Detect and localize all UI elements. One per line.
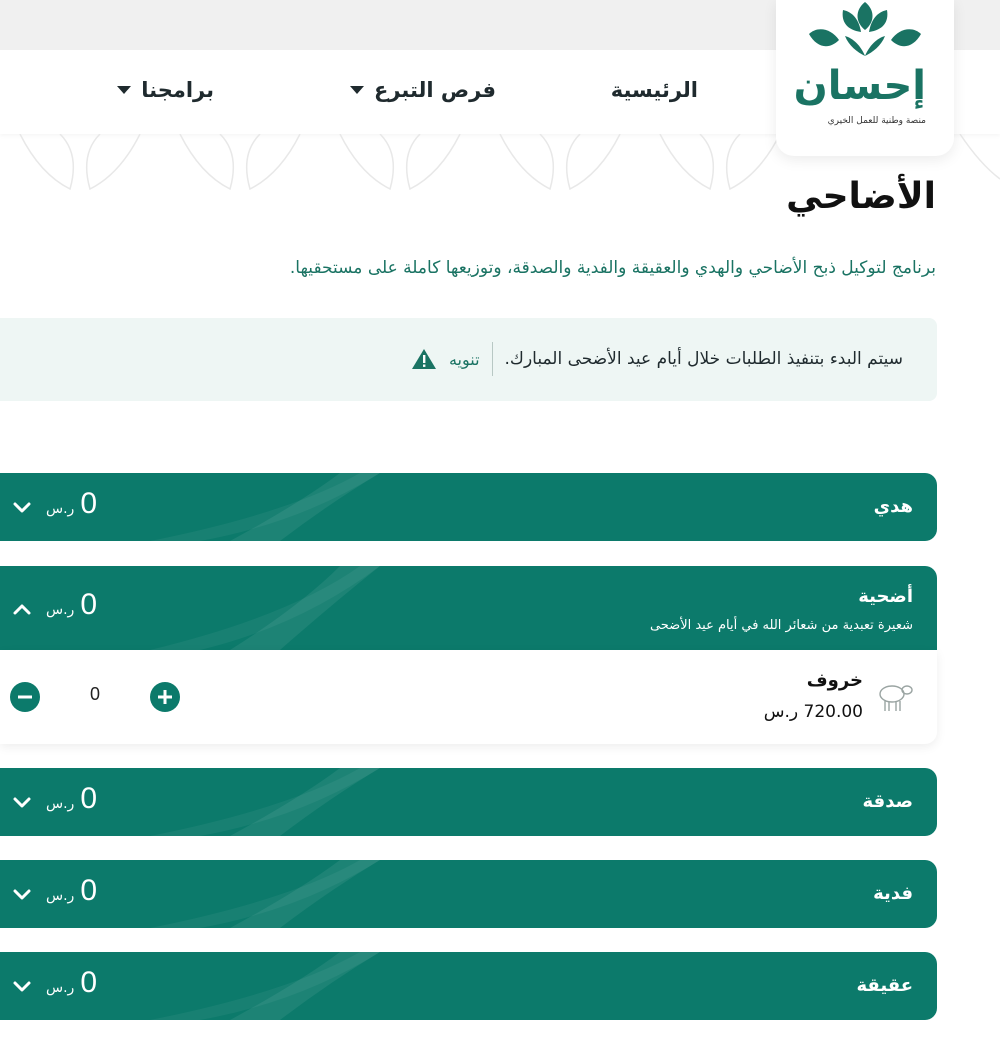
accordion-amount <box>46 588 97 622</box>
item-price: 720.00 ر.س <box>763 702 863 722</box>
accordion-amount <box>46 966 97 1000</box>
minus-icon <box>10 682 40 712</box>
swoosh-decoration <box>0 566 937 650</box>
plus-icon <box>150 682 180 712</box>
nav-item-label: برامجنا <box>141 78 214 102</box>
chevron-down-icon <box>12 501 32 515</box>
chevron-up-icon <box>12 602 32 616</box>
nav-item-label: فرص التبرع <box>373 78 496 102</box>
swoosh-decoration <box>0 768 937 836</box>
amount-value: 0 <box>80 874 97 907</box>
notice-banner <box>0 318 937 401</box>
amount-value: 0 <box>80 487 97 520</box>
accordion-aqiqa[interactable] <box>0 952 937 1020</box>
nav-item-home[interactable] <box>611 78 698 102</box>
currency-label: ر.س <box>46 888 75 904</box>
currency-label: ر.س <box>46 602 75 618</box>
nav-item-donation-opportunities[interactable] <box>350 78 496 102</box>
accordion-title: أضحية <box>858 586 913 607</box>
accordion-subtitle: شعيرة تعبدية من شعائر الله في أيام عيد الأضحى <box>649 618 913 633</box>
accordion-title: عقيقة <box>856 975 913 996</box>
accordion-amount <box>46 782 97 816</box>
amount-value: 0 <box>80 588 97 621</box>
accordion-title: هدي <box>873 496 913 517</box>
notice-divider <box>492 342 493 376</box>
logo-name: إحسان <box>793 63 926 109</box>
nav-item-label: الرئيسية <box>610 78 698 102</box>
sheep-icon <box>875 678 915 714</box>
page-title: الأضاحي <box>786 176 936 217</box>
quantity-value: 0 <box>89 684 100 704</box>
swoosh-decoration <box>0 473 937 541</box>
currency-label: ر.س <box>46 796 75 812</box>
accordion-title: صدقة <box>862 791 913 812</box>
caret-down-icon <box>117 86 131 94</box>
swoosh-decoration <box>0 860 937 928</box>
accordion-amount <box>46 874 97 908</box>
notice-label: تنويه <box>448 349 480 369</box>
leaves-logo-icon <box>803 0 927 62</box>
logo-tagline: منصة وطنية للعمل الخيري <box>827 116 926 126</box>
swoosh-decoration <box>0 952 937 1020</box>
accordion-udhiya[interactable] <box>0 566 937 650</box>
accordion-hady[interactable] <box>0 473 937 541</box>
notice-text: سيتم البدء بتنفيذ الطلبات خلال أيام عيد الأضحى المبارك. <box>504 349 903 369</box>
nav-item-programs[interactable] <box>117 78 214 102</box>
accordion-amount <box>46 487 97 521</box>
product-item-sheep <box>0 650 937 744</box>
amount-value: 0 <box>80 782 97 815</box>
currency-label: ر.س <box>46 501 75 517</box>
decrease-quantity-button[interactable] <box>10 682 40 712</box>
currency-label: ر.س <box>46 980 75 996</box>
increase-quantity-button[interactable] <box>150 682 180 712</box>
site-logo[interactable] <box>776 0 954 156</box>
chevron-down-icon <box>12 888 32 902</box>
amount-value: 0 <box>80 966 97 999</box>
caret-down-icon <box>350 86 364 94</box>
item-name: خروف <box>806 670 863 691</box>
chevron-down-icon <box>12 796 32 810</box>
accordion-sadaqa[interactable] <box>0 768 937 836</box>
accordion-fidya[interactable] <box>0 860 937 928</box>
chevron-down-icon <box>12 980 32 994</box>
page-description: برنامج لتوكيل ذبح الأضاحي والهدي والعقيقة والفدية والصدقة، وتوزيعها كاملة على مستحقيها. <box>289 258 936 278</box>
warning-icon <box>411 347 437 371</box>
accordion-title: فدية <box>873 883 913 904</box>
